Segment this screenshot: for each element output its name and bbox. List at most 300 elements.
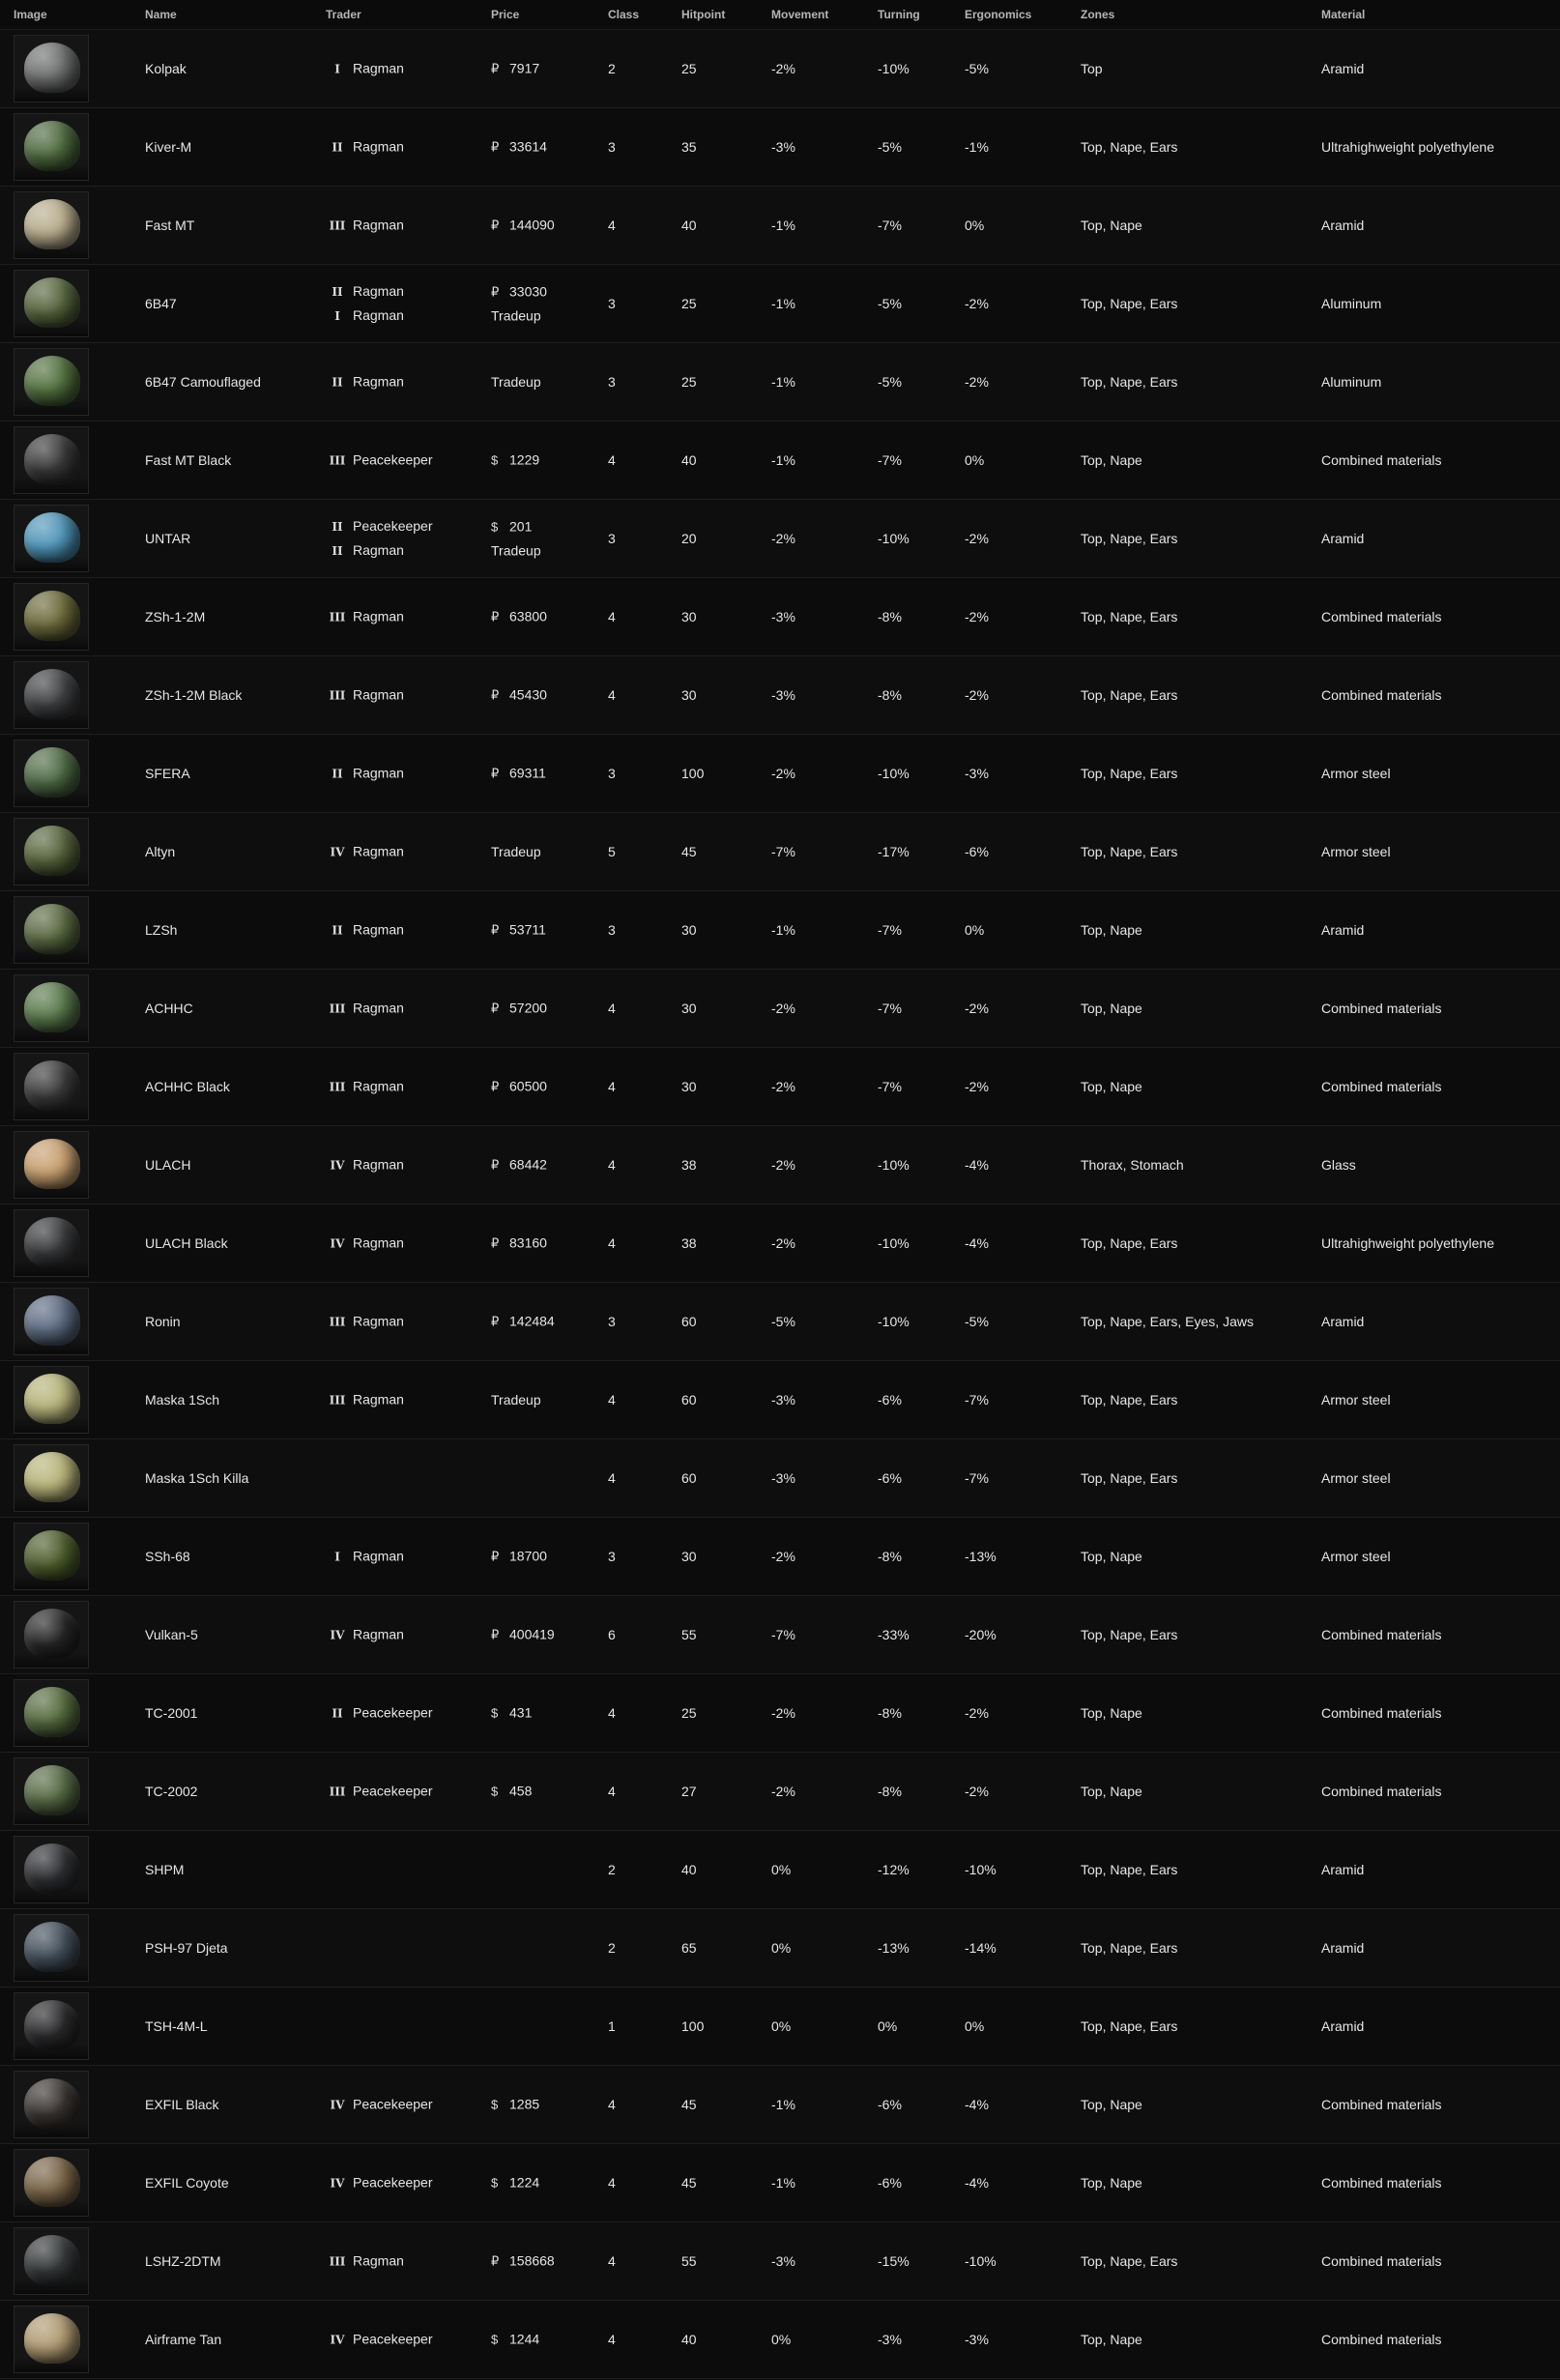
trader-name: Ragman	[353, 1078, 404, 1094]
armor-material: Combined materials	[1321, 1001, 1442, 1016]
trader-entry[interactable]	[326, 683, 404, 708]
thumbnail-shade	[14, 2044, 88, 2059]
trader-entry[interactable]	[326, 918, 404, 943]
thumbnail-shade	[14, 1261, 88, 1276]
header-material[interactable]: Material	[1321, 8, 1366, 21]
price-cell	[491, 1701, 532, 1726]
hitpoint-value: 30	[681, 1001, 697, 1016]
hitpoint-value: 100	[681, 766, 705, 781]
price-entry	[491, 2093, 539, 2117]
table-row[interactable]	[0, 1753, 1560, 1831]
hitpoint-value: 30	[681, 922, 697, 938]
trader-entry[interactable]	[326, 135, 404, 160]
hitpoint-value: 100	[681, 2018, 705, 2034]
trader-level-badge: II	[332, 285, 343, 299]
trader-entry[interactable]	[326, 370, 404, 394]
item-name[interactable]: Kiver-M	[145, 139, 192, 155]
helmet-thumbnail[interactable]	[14, 348, 89, 416]
price-cell	[491, 57, 539, 81]
header-trader[interactable]: Trader	[326, 8, 361, 21]
ergonomics-penalty: 0%	[965, 218, 985, 233]
trader-cell	[326, 1623, 404, 1647]
movement-penalty: -2%	[771, 1235, 795, 1251]
hitpoint-value: 38	[681, 1157, 697, 1173]
trader-name: Ragman	[353, 373, 404, 390]
thumbnail-shade	[14, 2278, 88, 2294]
turning-penalty: 0%	[878, 2018, 898, 2034]
helmet-thumbnail[interactable]	[14, 35, 89, 102]
trader-cell	[326, 605, 404, 629]
price-amount: 431	[509, 1704, 533, 1721]
table-row[interactable]	[0, 1596, 1560, 1674]
turning-penalty: -10%	[878, 1314, 910, 1329]
protected-zones: Top, Nape, Ears	[1081, 374, 1178, 390]
item-name[interactable]: 6B47 Camouflaged	[145, 374, 261, 390]
price-amount: 83160	[509, 1234, 547, 1251]
price-entry	[491, 305, 547, 328]
helmet-thumbnail[interactable]	[14, 583, 89, 651]
price-cell	[491, 2171, 539, 2195]
thumbnail-shade	[14, 478, 88, 493]
item-name[interactable]: Ronin	[145, 1314, 181, 1329]
trader-entry[interactable]	[326, 997, 404, 1021]
table-row[interactable]	[0, 656, 1560, 735]
movement-penalty: -2%	[771, 1001, 795, 1016]
helmet-thumbnail[interactable]	[14, 1679, 89, 1747]
trader-cell	[326, 370, 404, 394]
trader-level-badge: III	[329, 688, 346, 703]
thumbnail-shade	[14, 399, 88, 415]
armor-class: 4	[608, 452, 616, 468]
price-cell	[491, 605, 547, 629]
armor-class: 3	[608, 766, 616, 781]
item-name[interactable]: Maska 1Sch	[145, 1392, 220, 1408]
table-row[interactable]	[0, 1283, 1560, 1361]
movement-penalty: -2%	[771, 1705, 795, 1721]
header-hitpoint[interactable]: Hitpoint	[681, 8, 726, 21]
trader-entry[interactable]	[326, 1153, 404, 1177]
helmet-thumbnail[interactable]	[14, 1053, 89, 1120]
protected-zones: Top, Nape	[1081, 922, 1142, 938]
item-name[interactable]: Fast MT Black	[145, 452, 232, 468]
table-row[interactable]	[0, 1126, 1560, 1205]
trader-entry[interactable]	[326, 1623, 404, 1647]
header-zones[interactable]: Zones	[1081, 8, 1115, 21]
table-row[interactable]	[0, 1674, 1560, 1753]
item-name[interactable]: ULACH Black	[145, 1235, 228, 1251]
helmet-thumbnail[interactable]	[14, 1836, 89, 1903]
turning-penalty: -17%	[878, 844, 910, 859]
item-name[interactable]: SSh-68	[145, 1549, 190, 1564]
header-name[interactable]: Name	[145, 8, 177, 21]
table-row[interactable]	[0, 1361, 1560, 1439]
helmet-thumbnail[interactable]	[14, 1757, 89, 1825]
item-name[interactable]: LZSh	[145, 922, 178, 938]
trader-cell	[326, 840, 404, 864]
thumbnail-shade	[14, 556, 88, 571]
trader-name: Ragman	[353, 283, 404, 299]
trader-entry[interactable]	[326, 57, 404, 81]
thumbnail-shade	[14, 947, 88, 963]
helmet-thumbnail[interactable]	[14, 818, 89, 885]
ergonomics-penalty: -7%	[965, 1470, 989, 1486]
header-price[interactable]: Price	[491, 8, 520, 21]
trader-entry[interactable]	[326, 514, 433, 538]
trader-name: Peacekeeper	[353, 2331, 433, 2347]
price-entry	[491, 1232, 547, 1256]
trader-name: Ragman	[353, 542, 404, 558]
price-cell	[491, 2328, 539, 2352]
table-row[interactable]	[0, 265, 1560, 343]
trader-level-badge: IV	[330, 1628, 345, 1642]
hitpoint-value: 45	[681, 844, 697, 859]
trader-entry[interactable]	[326, 538, 433, 563]
helmet-thumbnail[interactable]	[14, 2227, 89, 2295]
helmet-thumbnail[interactable]	[14, 2071, 89, 2138]
protected-zones: Top, Nape, Ears	[1081, 609, 1178, 624]
ergonomics-penalty: -4%	[965, 2175, 989, 2191]
table-row[interactable]	[0, 2144, 1560, 2222]
trader-entry[interactable]	[326, 279, 404, 304]
table-row[interactable]	[0, 2301, 1560, 2379]
trader-name: Ragman	[353, 765, 404, 781]
helmet-thumbnail[interactable]	[14, 1131, 89, 1199]
trader-entry[interactable]	[326, 2249, 404, 2274]
item-name[interactable]: SFERA	[145, 766, 190, 781]
item-name[interactable]: ZSh-1-2M Black	[145, 687, 243, 703]
table-row[interactable]	[0, 500, 1560, 578]
turning-penalty: -8%	[878, 1784, 902, 1799]
ergonomics-penalty: -3%	[965, 766, 989, 781]
item-name[interactable]: Altyn	[145, 844, 176, 859]
trader-entry[interactable]	[326, 1388, 404, 1412]
hitpoint-value: 30	[681, 609, 697, 624]
header-ergonomics[interactable]: Ergonomics	[965, 8, 1032, 21]
item-name[interactable]: Vulkan-5	[145, 1627, 198, 1642]
hitpoint-value: 30	[681, 1079, 697, 1094]
item-name[interactable]: Fast MT	[145, 218, 195, 233]
ergonomics-penalty: 0%	[965, 452, 985, 468]
price-cell	[491, 1310, 555, 1334]
trader-level-badge: I	[334, 62, 340, 76]
trader-cell	[326, 1310, 404, 1334]
price-entry	[491, 605, 547, 629]
ergonomics-penalty: -2%	[965, 531, 989, 546]
armor-material: Combined materials	[1321, 1627, 1442, 1642]
price-entry	[491, 1310, 555, 1334]
price-entry	[491, 1153, 547, 1177]
armor-class: 3	[608, 922, 616, 938]
table-header	[0, 0, 1560, 30]
item-name[interactable]: SHPM	[145, 1862, 185, 1877]
price-entry	[491, 370, 541, 393]
helmet-thumbnail[interactable]	[14, 1209, 89, 1277]
price-amount: 458	[509, 1783, 533, 1799]
item-name[interactable]: TC-2002	[145, 1784, 198, 1799]
table-row[interactable]	[0, 1205, 1560, 1283]
price-entry	[491, 280, 547, 305]
helmet-thumbnail[interactable]	[14, 661, 89, 729]
trader-entry[interactable]	[326, 1701, 433, 1726]
turning-penalty: -10%	[878, 1157, 910, 1173]
table-row[interactable]	[0, 30, 1560, 108]
table-row[interactable]	[0, 891, 1560, 970]
trader-name: Peacekeeper	[353, 451, 433, 468]
helmet-thumbnail[interactable]	[14, 2149, 89, 2217]
item-name[interactable]: ACHHC	[145, 1001, 193, 1016]
table-row[interactable]	[0, 343, 1560, 421]
header-class[interactable]: Class	[608, 8, 640, 21]
protected-zones: Top, Nape, Ears	[1081, 1940, 1178, 1956]
armor-material: Armor steel	[1321, 766, 1391, 781]
trader-level-badge: I	[334, 1550, 340, 1564]
price-cell	[491, 1780, 532, 1804]
turning-penalty: -10%	[878, 61, 910, 76]
armor-material: Combined materials	[1321, 2175, 1442, 2191]
price-amount: Tradeup	[491, 1392, 541, 1408]
movement-penalty: -1%	[771, 2175, 795, 2191]
table-row[interactable]	[0, 735, 1560, 813]
movement-penalty: -3%	[771, 687, 795, 703]
price-amount: Tradeup	[491, 307, 541, 324]
currency-icon: $	[491, 519, 499, 535]
ergonomics-penalty: -20%	[965, 1627, 997, 1642]
item-name[interactable]: TSH-4M-L	[145, 2018, 208, 2034]
trader-level-badge: II	[332, 140, 343, 155]
trader-entry[interactable]	[326, 2328, 433, 2352]
turning-penalty: -5%	[878, 139, 902, 155]
turning-penalty: -7%	[878, 1001, 902, 1016]
trader-entry[interactable]	[326, 1232, 404, 1256]
ergonomics-penalty: -4%	[965, 1235, 989, 1251]
helmet-thumbnail[interactable]	[14, 113, 89, 181]
armor-material: Combined materials	[1321, 1784, 1442, 1799]
protected-zones: Top, Nape, Ears	[1081, 844, 1178, 859]
helmet-thumbnail[interactable]	[14, 191, 89, 259]
movement-penalty: -3%	[771, 1470, 795, 1486]
helmet-thumbnail[interactable]	[14, 426, 89, 494]
movement-penalty: -1%	[771, 218, 795, 233]
trader-entry[interactable]	[326, 2171, 433, 2195]
trader-cell	[326, 1075, 404, 1099]
table-row[interactable]	[0, 421, 1560, 500]
table-row[interactable]	[0, 2222, 1560, 2301]
header-movement[interactable]: Movement	[771, 8, 829, 21]
protected-zones: Top, Nape	[1081, 1001, 1142, 1016]
thumbnail-shade	[14, 1574, 88, 1589]
table-row[interactable]	[0, 813, 1560, 891]
helmet-thumbnail[interactable]	[14, 505, 89, 572]
armor-material: Aramid	[1321, 1314, 1365, 1329]
item-name[interactable]: UNTAR	[145, 531, 191, 546]
trader-entry[interactable]	[326, 304, 404, 328]
table-row[interactable]	[0, 1439, 1560, 1518]
helmet-thumbnail[interactable]	[14, 1914, 89, 1982]
trader-name: Peacekeeper	[353, 1783, 433, 1799]
price-cell	[491, 2249, 555, 2274]
thumbnail-shade	[14, 1495, 88, 1511]
armor-class: 6	[608, 1627, 616, 1642]
price-entry	[491, 683, 547, 708]
item-name[interactable]: LSHZ-2DTM	[145, 2253, 221, 2269]
price-amount: 33030	[509, 283, 547, 300]
table-row[interactable]	[0, 1831, 1560, 1909]
helmet-thumbnail[interactable]	[14, 974, 89, 1042]
price-amount: Tradeup	[491, 844, 541, 859]
ergonomics-penalty: -1%	[965, 139, 989, 155]
helmet-thumbnail[interactable]	[14, 1444, 89, 1512]
movement-penalty: -2%	[771, 1079, 795, 1094]
helmet-thumbnail[interactable]	[14, 1992, 89, 2060]
trader-cell	[326, 2093, 433, 2117]
trader-level-badge: IV	[330, 2333, 345, 2347]
thumbnail-shade	[14, 243, 88, 258]
table-row[interactable]	[0, 2066, 1560, 2144]
helmet-thumbnail[interactable]	[14, 270, 89, 337]
armor-class: 4	[608, 609, 616, 624]
trader-entry[interactable]	[326, 2093, 433, 2117]
helmet-thumbnail[interactable]	[14, 2306, 89, 2373]
trader-entry[interactable]	[326, 762, 404, 786]
price-entry	[491, 1388, 541, 1411]
trader-name: Ragman	[353, 1548, 404, 1564]
armor-material: Aramid	[1321, 922, 1365, 938]
table-row[interactable]	[0, 1518, 1560, 1596]
ergonomics-penalty: -2%	[965, 374, 989, 390]
protected-zones: Top, Nape, Ears	[1081, 1862, 1178, 1877]
trader-entry[interactable]	[326, 605, 404, 629]
currency-icon: ₽	[491, 609, 500, 624]
ergonomics-penalty: -4%	[965, 1157, 989, 1173]
thumbnail-shade	[14, 1417, 88, 1433]
trader-name: Ragman	[353, 2252, 404, 2269]
price-cell	[491, 840, 541, 863]
item-name[interactable]: ACHHC Black	[145, 1079, 230, 1094]
trader-cell	[326, 135, 404, 160]
turning-penalty: -10%	[878, 531, 910, 546]
protected-zones: Top, Nape, Ears	[1081, 766, 1178, 781]
item-name[interactable]: ULACH	[145, 1157, 191, 1173]
armor-material: Armor steel	[1321, 1549, 1391, 1564]
trader-level-badge: II	[332, 1706, 343, 1721]
helmet-thumbnail[interactable]	[14, 1366, 89, 1434]
price-entry	[491, 918, 546, 943]
thumbnail-shade	[14, 1887, 88, 1902]
trader-level-badge: III	[329, 2254, 346, 2269]
turning-penalty: -5%	[878, 296, 902, 311]
trader-cell	[326, 2171, 433, 2195]
ergonomics-penalty: -10%	[965, 2253, 997, 2269]
armor-class: 5	[608, 844, 616, 859]
trader-entry[interactable]	[326, 449, 433, 473]
thumbnail-shade	[14, 2122, 88, 2137]
item-name[interactable]: 6B47	[145, 296, 177, 311]
trader-level-badge: III	[329, 453, 346, 468]
price-amount: 60500	[509, 1078, 547, 1094]
helmet-thumbnail[interactable]	[14, 740, 89, 807]
hitpoint-value: 25	[681, 296, 697, 311]
header-turning[interactable]: Turning	[878, 8, 920, 21]
item-name[interactable]: EXFIL Black	[145, 2097, 219, 2112]
trader-entry[interactable]	[326, 214, 404, 238]
table-row[interactable]	[0, 1048, 1560, 1126]
price-entry	[491, 57, 539, 81]
table-row[interactable]	[0, 1988, 1560, 2066]
item-name[interactable]: EXFIL Coyote	[145, 2175, 229, 2191]
armor-material: Aramid	[1321, 1940, 1365, 1956]
hitpoint-value: 38	[681, 1235, 697, 1251]
table-row[interactable]	[0, 1909, 1560, 1988]
thumbnail-shade	[14, 712, 88, 728]
trader-level-badge: III	[329, 1315, 346, 1329]
armor-material: Armor steel	[1321, 844, 1391, 859]
item-name[interactable]: ZSh-1-2M	[145, 609, 206, 624]
price-amount: 45430	[509, 686, 547, 703]
price-entry	[491, 1623, 555, 1647]
trader-entry[interactable]	[326, 1310, 404, 1334]
trader-level-badge: III	[329, 610, 346, 624]
ergonomics-penalty: 0%	[965, 2018, 985, 2034]
turning-penalty: -15%	[878, 2253, 910, 2269]
trader-entry[interactable]	[326, 840, 404, 864]
movement-penalty: -2%	[771, 1157, 795, 1173]
currency-icon: ₽	[491, 284, 500, 300]
armor-class: 4	[608, 2253, 616, 2269]
armor-class: 4	[608, 687, 616, 703]
table-row[interactable]	[0, 108, 1560, 187]
currency-icon: ₽	[491, 218, 500, 233]
trader-entry[interactable]	[326, 1780, 433, 1804]
price-amount: 57200	[509, 1000, 547, 1016]
protected-zones: Top, Nape, Ears	[1081, 2253, 1178, 2269]
helmet-thumbnail[interactable]	[14, 1288, 89, 1355]
price-entry	[491, 2328, 539, 2352]
trader-level-badge: III	[329, 1080, 346, 1094]
thumbnail-shade	[14, 1652, 88, 1668]
header-image[interactable]: Image	[14, 8, 47, 21]
turning-penalty: -13%	[878, 1940, 910, 1956]
thumbnail-shade	[14, 1182, 88, 1198]
table-row[interactable]	[0, 578, 1560, 656]
armor-material: Aluminum	[1321, 374, 1382, 390]
trader-name: Peacekeeper	[353, 1704, 433, 1721]
trader-cell	[326, 279, 404, 328]
armor-class: 4	[608, 2332, 616, 2347]
item-name[interactable]: Maska 1Sch Killa	[145, 1470, 249, 1486]
trader-cell	[326, 2328, 433, 2352]
table-row[interactable]	[0, 187, 1560, 265]
thumbnail-shade	[14, 86, 88, 102]
trader-cell	[326, 918, 404, 943]
table-row[interactable]	[0, 970, 1560, 1048]
trader-entry[interactable]	[326, 1075, 404, 1099]
hitpoint-value: 40	[681, 218, 697, 233]
helmet-thumbnail[interactable]	[14, 1523, 89, 1590]
helmet-thumbnail[interactable]	[14, 896, 89, 964]
price-entry	[491, 762, 546, 786]
item-name[interactable]: PSH-97 Djeta	[145, 1940, 228, 1956]
turning-penalty: -7%	[878, 922, 902, 938]
helmet-thumbnail[interactable]	[14, 1601, 89, 1669]
item-name[interactable]: TC-2001	[145, 1705, 198, 1721]
trader-name: Peacekeeper	[353, 2096, 433, 2112]
trader-entry[interactable]	[326, 1545, 404, 1569]
item-name[interactable]: Kolpak	[145, 61, 187, 76]
price-amount: 1229	[509, 451, 540, 468]
price-amount: 1244	[509, 2331, 540, 2347]
ergonomics-penalty: -2%	[965, 609, 989, 624]
item-name[interactable]: Airframe Tan	[145, 2332, 222, 2347]
